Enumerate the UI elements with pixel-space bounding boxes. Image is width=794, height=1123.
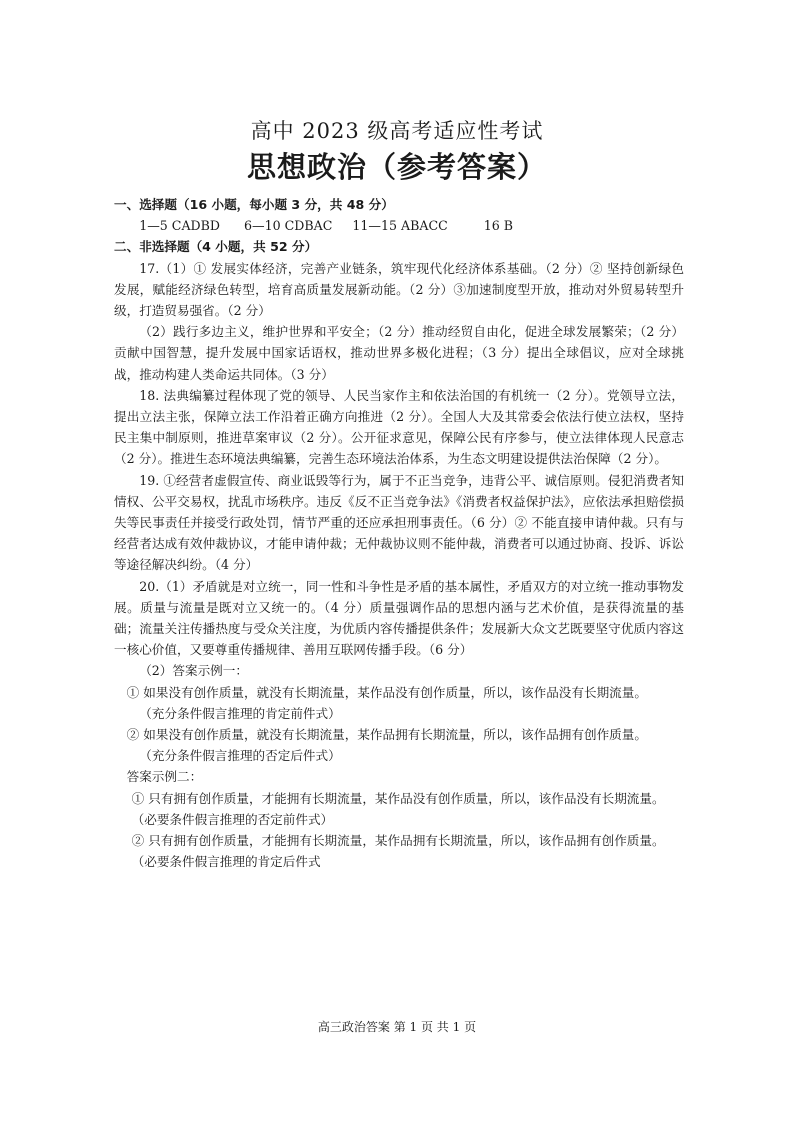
q20-example2-item1: ① 只有拥有创作质量，才能拥有长期流量，某作品没有创作质量，所以，该作品没有长期流量。 <box>131 790 665 806</box>
answer-content <box>114 194 684 873</box>
multiple-choice-answers: 1—5 CADBD 6—10 CDBAC 11—15 ABACC 16 B <box>139 218 514 234</box>
q18-answer: 18. 法典编纂过程体现了党的领导、人民当家作主和依法治国的有机统一（2 分）。党领导立法，提出立法主张，保障立法工作沿着正确方向推进（2 分）。全国人大及其常委会依法行使立法权，坚持民主集中制原则，推进草案审议（2 分）。公开征求意见，保障公民有序参与，使立法律体现人民意志（2 分）。推进生态环境法典编纂，完善生态环境法治体系，为生态文明建设提供法治保障（2 分）。 <box>114 387 684 467</box>
q20-example2-item2-note: （必要条件假言推理的肯定后件式 <box>131 854 321 870</box>
q17-part2: （2）践行多边主义，维护世界和平安全；（2 分）推动经贸自由化，促进全球发展繁荣；（2 分）贡献中国智慧，提升发展中国家话语权，推动世界多极化进程；（3 分）提出全球倡议，应对全球挑战，推动构建人类命运共同体。（3 分） <box>114 324 684 382</box>
q20-part2-heading: （2）答案示例一： <box>139 663 248 679</box>
exam-title: 高中 2023 级高考适应性考试 <box>250 119 544 143</box>
page-footer: 高三政治答案 第 1 页 共 1 页 <box>317 1020 477 1034</box>
q20-example1-item2-note: （充分条件假言推理的否定后件式） <box>139 748 341 764</box>
subject-title: 思想政治（参考答案） <box>246 150 547 184</box>
q20-example1-item1-note: （充分条件假言推理的肯定前件式） <box>139 705 341 721</box>
q17-part1: 17.（1）① 发展实体经济，完善产业链条，筑牢现代化经济体系基础。（2 分）② 坚持创新绿色发展，赋能经济绿色转型，培育高质量发展新动能。（2 分）③加速制度型开放，推动对外贸易转型升级，打造贸易强省。（2 分） <box>114 260 684 319</box>
q20-part1: 20.（1）矛盾就是对立统一，同一性和斗争性是矛盾的基本属性，矛盾双方的对立统一推动事物发展。质量与流量是既对立又统一的。（4 分）质量强调作品的思想内涵与艺术价值，是获得流量的基础；流量关注传播热度与受众关注度，为优质内容传播提供条件；发展新大众文艺既要坚守优质内容这一核心价值，又要尊重传播规律、善用互联网传播手段。（6 分） <box>114 578 684 658</box>
q20-example2-item1-note: （必要条件假言推理的否定前件式） <box>131 811 334 827</box>
section-multiple-choice-heading: 一、选择题（16 小题，每小题 3 分，共 48 分） <box>114 197 394 212</box>
q20-example2-heading: 答案示例二： <box>126 769 203 785</box>
q20-example1-item2: ② 如果没有创作质量，就没有长期流量，某作品拥有长期流量，所以，该作品拥有创作质量。 <box>126 727 647 743</box>
q20-example1-item1: ① 如果没有创作质量，就没有长期流量，某作品没有创作质量，所以，该作品没有长期流量。 <box>126 684 647 700</box>
q19-answer: 19. ①经营者虚假宣传、商业诋毁等行为，属于不正当竞争，违背公平、诚信原则。侵犯消费者知情权、公平交易权，扰乱市场秩序。违反《反不正当竞争法》《消费者权益保护法》，应依法承担赔偿损失等民事责任并接受行政处罚，情节严重的还应承担刑事责任。（6 分）② 不能直接申请仲裁。只有与经营者达成有效仲裁协议，才能申请仲裁；无仲裁协议则不能仲裁，消费者可以通过协商、投诉、诉讼等途径解决纠纷。（4 分） <box>114 472 684 573</box>
q20-example2-item2: ② 只有拥有创作质量，才能拥有长期流量，某作品拥有长期流量，所以，该作品拥有创作质量。 <box>131 833 665 849</box>
section-non-choice-heading: 二、非选择题（4 小题，共 52 分） <box>114 239 318 255</box>
